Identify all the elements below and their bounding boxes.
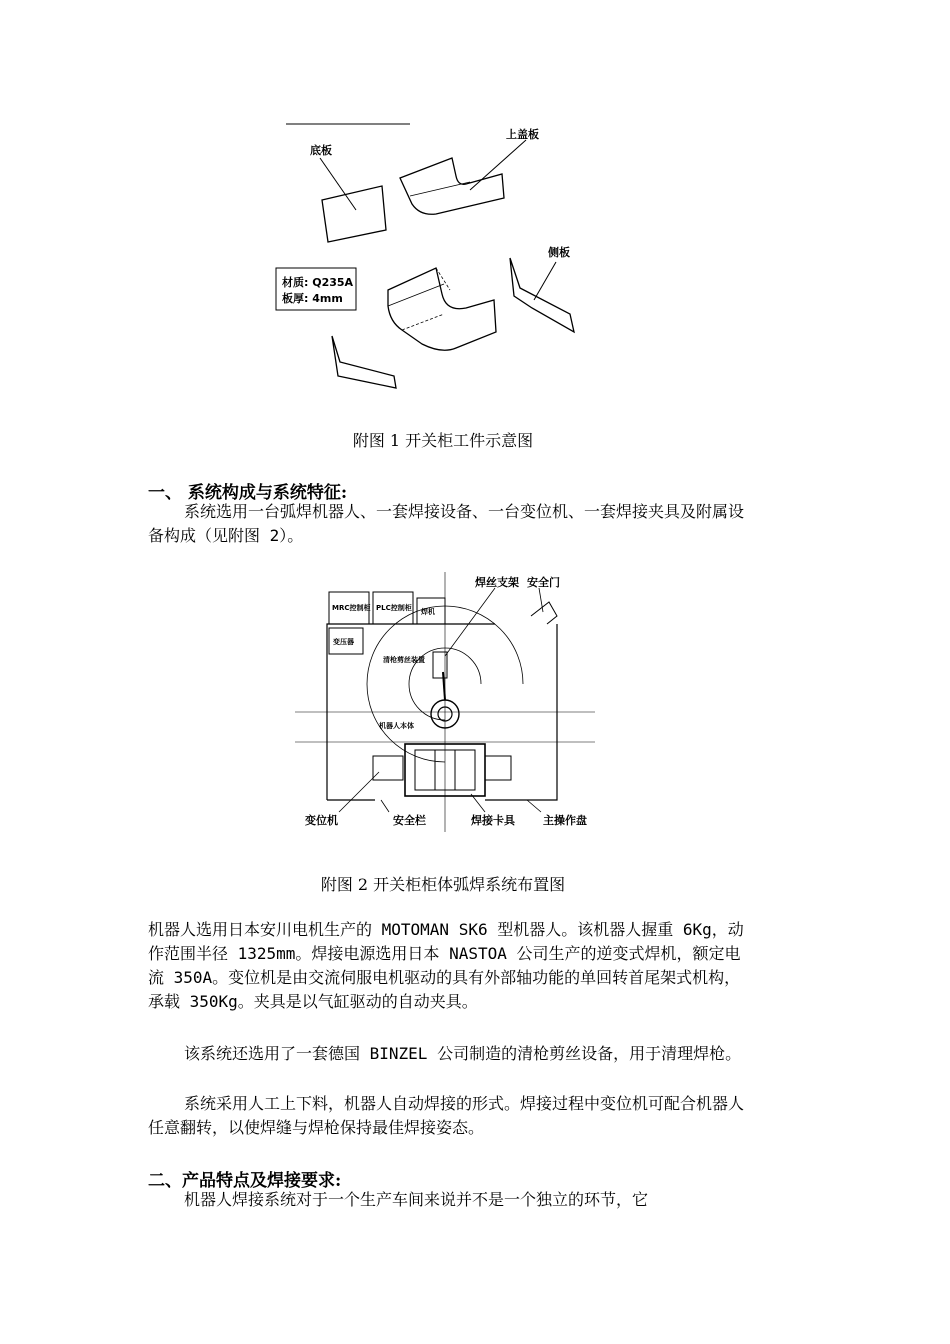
fig1-label-bottom-plate: 底板 — [310, 144, 332, 157]
fig1-label-side-plate: 侧板 — [548, 246, 570, 259]
fig2-label-cleaning-device: 清枪剪丝装置 — [383, 656, 425, 664]
fig2-label-mrc-cabinet: MRC控制柜 — [332, 604, 371, 612]
section-1-paragraph: 系统选用一台弧焊机器人、一套焊接设备、一台变位机、一套焊接夹具及附属设备构成（见附图 2）。 — [148, 502, 745, 545]
figure-1-caption: 附图 1 开关柜工件示意图 — [352, 431, 534, 450]
fig1-label-thickness: 板厚: 4mm — [282, 292, 343, 305]
fig2-label-plc-cabinet: PLC控制柜 — [376, 604, 412, 612]
section-1-heading: 一、 系统构成与系统特征: — [148, 483, 348, 503]
fig2-label-transformer: 变压器 — [333, 638, 354, 646]
figure-2-caption: 附图 2 开关柜柜体弧焊系统布置图 — [320, 875, 566, 894]
section-2-heading: 二、产品特点及焊接要求: — [148, 1171, 342, 1191]
fig2-label-safety-fence: 安全栏 — [393, 814, 426, 827]
fig2-label-safety-door: 安全门 — [527, 576, 560, 589]
fig2-label-positioner: 变位机 — [305, 814, 338, 827]
fig2-label-welding-fixture: 焊接卡具 — [471, 814, 515, 827]
fig1-label-material: 材质: Q235A — [282, 276, 354, 289]
section-2-paragraph: 机器人焊接系统对于一个生产车间来说并不是一个独立的环节，它 — [184, 1190, 649, 1209]
fig2-label-main-panel: 主操作盘 — [543, 814, 587, 827]
body-paragraph-3: 系统采用人工上下料，机器人自动焊接的形式。焊接过程中变位机可配合机器人任意翻转，以使焊缝与焊枪保持最佳焊接姿态。 — [148, 1094, 745, 1137]
body-paragraph-1: 机器人选用日本安川电机生产的 MOTOMAN SK6 型机器人。该机器人握重 6Kg，动作范围半径 1325mm。焊接电源选用日本 NASTOA 公司生产的逆变式焊机，额定电流 350A。变位机是由交流伺服电机驱动的具有外部轴功能的单回转首尾架式机构，承载 350Kg。夹具是以气缸驱动的自动夹具。 — [148, 920, 744, 1011]
fig1-label-top-cover: 上盖板 — [506, 128, 539, 141]
fig2-label-wire-bracket: 焊丝支架 — [475, 576, 519, 589]
figure-2-layout-diagram — [295, 572, 615, 834]
body-paragraph-2: 该系统还选用了一套德国 BINZEL 公司制造的清枪剪丝设备，用于清理焊枪。 — [184, 1044, 742, 1063]
figure-1-workpiece-diagram — [270, 118, 600, 398]
fig2-label-robot-body: 机器人本体 — [379, 722, 414, 730]
fig2-label-welder: 焊机 — [421, 608, 435, 616]
